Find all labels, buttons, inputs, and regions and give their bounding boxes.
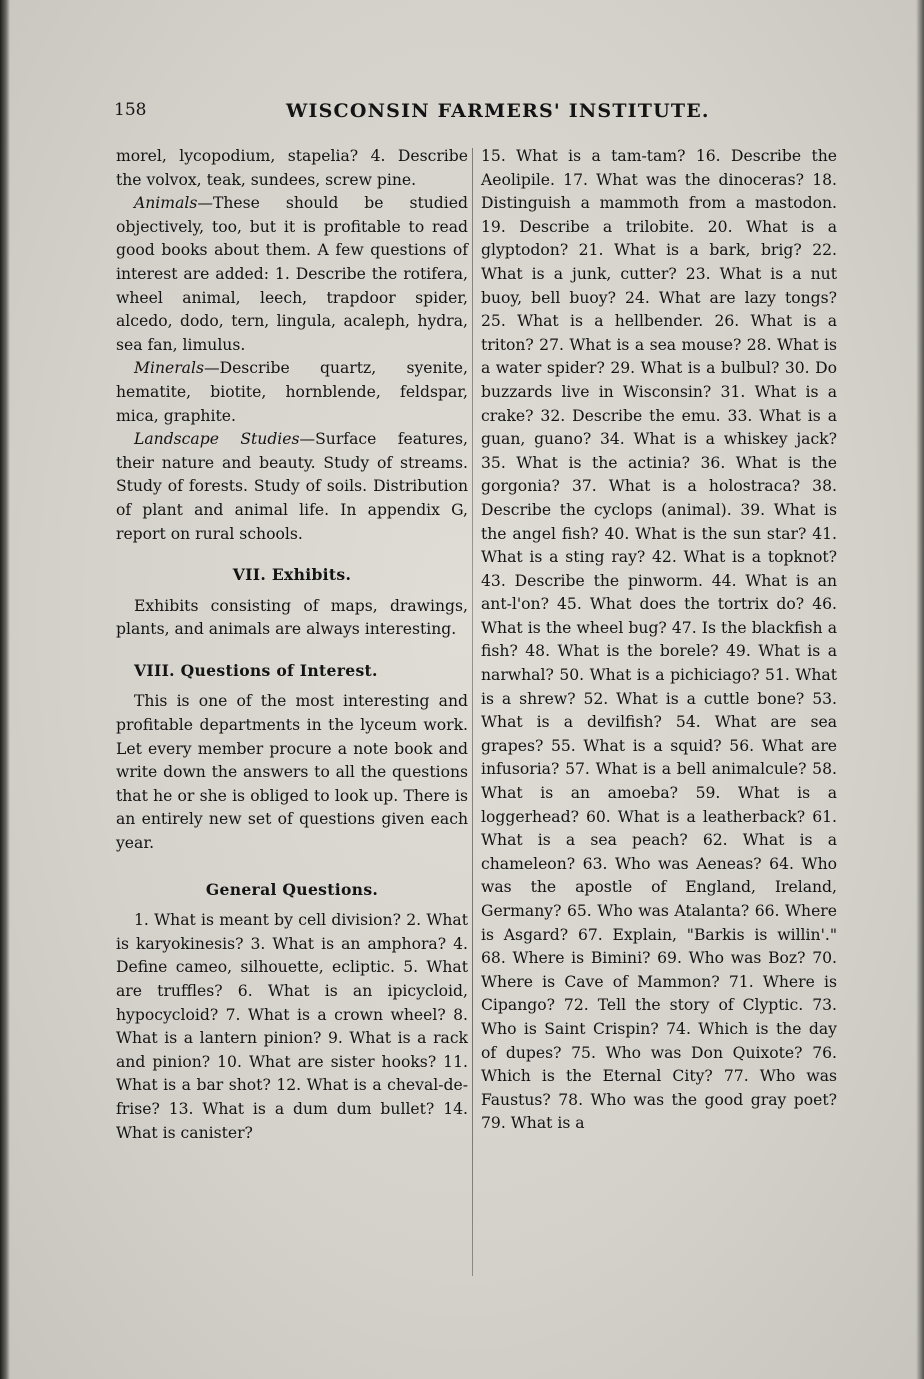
right-column — [481, 145, 837, 1136]
spacer — [116, 901, 468, 909]
spacer — [116, 587, 468, 595]
running-head: WISCONSIN FARMERS' INSTITUTE. — [286, 100, 710, 122]
section-viii-paragraph: This is one of the most interesting and profitable departments in the lyceum work. Let every member procure a note book and write down the answers to all the questions that he or she is obliged to look up. There is an entirely new set of questions given each year. — [116, 692, 468, 853]
minerals-text: —Describe quartz, syenite, hematite, biotite, hornblende, feldspar, mica, graphite. — [116, 359, 468, 425]
animals-text: —These should be studied objectively, too, but it is profitable to read good books about them. A few questions of interest are added: 1. Describe the rotifera, wheel animal, leech, trapdoor spider, alcedo, dodo, tern, lingula, acaleph, hydra, sea fan, limulus. — [116, 194, 468, 354]
animals-paragraph — [116, 192, 468, 357]
section-viii-heading: VIII. Questions of Interest. — [134, 660, 378, 680]
spacer — [116, 682, 468, 690]
general-questions-heading: General Questions. — [205, 879, 379, 899]
page-edge-shadow — [916, 0, 924, 1379]
landscape-paragraph — [116, 428, 468, 546]
spacer — [116, 546, 468, 563]
section-vii-paragraph: Exhibits consisting of maps, drawings, plants, and animals are always interesting. — [116, 596, 468, 639]
continued-paragraph: morel, lycopodium, stapelia? 4. Describe the volvox, teak, sundees, screw pine. — [116, 147, 468, 189]
page-binding-shadow — [0, 0, 10, 1379]
animals-lead: Animals — [134, 194, 198, 213]
page-number: 158 — [114, 100, 147, 120]
section-vii-heading: VII. Exhibits. — [232, 565, 352, 585]
column-divider — [472, 148, 473, 1276]
landscape-lead: Landscape Studies — [134, 430, 300, 449]
spacer — [116, 642, 468, 659]
minerals-paragraph — [116, 357, 468, 428]
general-questions-text: 1. What is meant by cell division? 2. What is karyokinesis? 3. What is an amphora? 4. Define cameo, silhouette, ecliptic. 5. What are truffles? 6. What is an ipicycloid, hypocycloid? 7. What is a crown wheel? 8. What is a lantern pinion? 9. What is a rack and pinion? 10. What are sister hooks? 11. What is a bar shot? 12. What is a cheval-de-frise? 13. What is a dum dum bullet? 14. What is canister? — [116, 911, 468, 1142]
landscape-text: —Surface features, their nature and beauty. Study of streams. Study of forests. Study of soils. Distribution of plant and animal life. In appendix G, report on rural schools. — [116, 430, 468, 543]
page-header — [114, 100, 860, 126]
questions-continued: 15. What is a tam-tam? 16. Describe the Aeolipile. 17. What was the dinoceras? 18. Distinguish a mammoth from a mastodon. 19. Describe a trilobite. 20. What is a glyptodon? 21. What is a bark, brig? 22. What is a junk, cutter? 23. What is a nut buoy, bell buoy? 24. What are lazy tongs? 25. What is a hellbender. 26. What is a triton? 27. What is a sea mouse? 28. What is a water spider? 29. What is a bulbul? 30. Do buzzards live in Wisconsin? 31. What is a crake? 32. Describe the emu. 33. What is a guan, guano? 34. What is a whiskey jack? 35. What is the actinia? 36. What is the gorgonia? 37. What is a holostraca? 38. Describe the cyclops (animal). 39. What is the angel fish? 40. What is the sun star? 41. What is a sting ray? 42. What is a topknot? 43. Describe the pinworm. 44. What is an ant-l'on? 45. What does the tortrix do? 46. What is the wheel bug? 47. Is the blackfish a fish? 48. What is the borele? 49. What is a narwhal? 50. What is a pichiciago? 51. What is a shrew? 52. What is a cuttle bone? 53. What is a devilfish? 54. What are sea grapes? 55. What is a squid? 56. What are infusoria? 57. What is a bell animalcule? 58. What is an amoeba? 59. What is a loggerhead? 60. What is a leatherback? 61. What is a sea peach? 62. What is a chameleon? 63. Who was Aeneas? 64. Who was the apostle of England, Ireland, Germany? 65. Who was Atalanta? 66. Where is Asgard? 67. Explain, "Barkis is willin'." 68. Where is Bimini? 69. Who was Boz? 70. Where is Cave of Mammon? 71. Where is Cipango? 72. Tell the story of Clyptic. 73. Who is Saint Crispin? 74. Which is the day of dupes? 75. Who was Don Quixote? 76. Which is the Eternal City? 77. Who was Faustus? 78. Who was the good gray poet? 79. What is a — [481, 147, 837, 1133]
spacer — [116, 856, 468, 878]
left-column — [116, 145, 468, 1145]
minerals-lead: Minerals — [134, 359, 204, 378]
